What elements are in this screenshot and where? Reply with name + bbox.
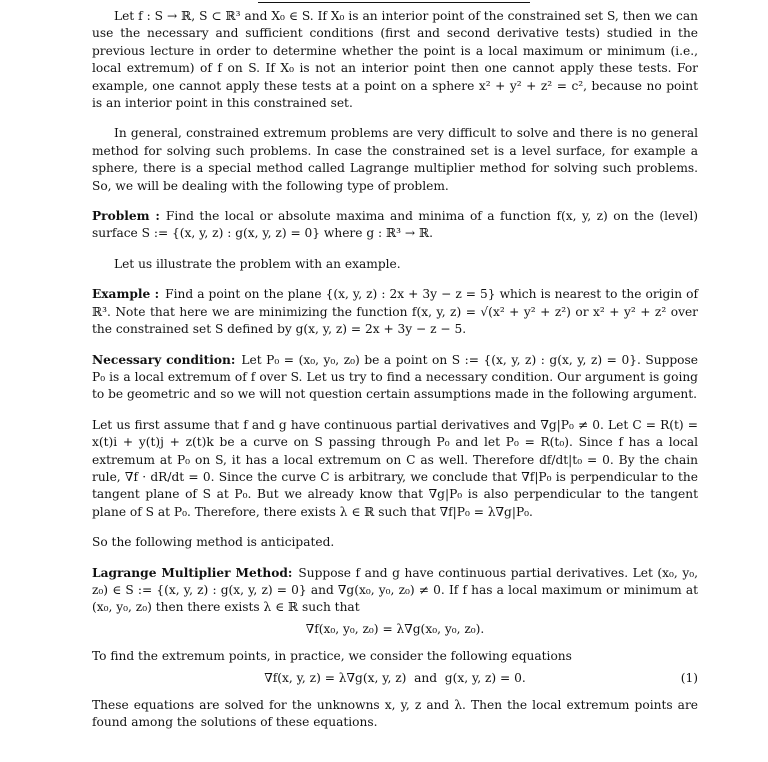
example-heading: Example : <box>92 287 160 302</box>
necessary-heading: Necessary condition: <box>92 352 236 367</box>
equation-number: (1) <box>680 670 698 685</box>
intro-paragraph: Let f : S → ℝ, S ⊂ ℝ³ and X₀ ∈ S. If X₀ is an interior point of the constrained set S, then we can use the necessary and sufficient conditions (first and second derivative tests) studied in the previous lecture in order to determine whether the point is a local maximum or minimum (i.e., local extremum) of f on S. If X₀ is not an interior point then one cannot apply these tests. For example, one cannot apply these tests at a point on a sphere x² + y² + z² = c², because no point is an interior point in this constrained set. <box>92 9 698 111</box>
lagrange-paragraph <box>92 565 698 617</box>
example-paragraph <box>92 286 698 338</box>
lagrange-body: Suppose f and g have continuous partial derivatives. Let (x₀, y₀, z₀) ∈ S := {(x, y, z) : g(x, y, z) = 0} and ∇g(x₀, y₀, z₀) ≠ 0. If f has a local maximum or minimum at (x₀, y₀, z₀) then there exists λ ∈ ℝ such that <box>92 565 698 615</box>
closing-paragraph: These equations are solved for the unknowns x, y, z and λ. Then the local extremum points are found among the solutions of these equations. <box>92 698 698 730</box>
general-paragraph: In general, constrained extremum problems are very difficult to solve and there is no general method for solving such problems. In case the constrained set is a level surface, for example a sphere, there is a special method called Lagrange multiplier method for solving such problems. So, we will be dealing with the following type of problem. <box>92 126 698 193</box>
lagrange-equation: ∇f(x₀, y₀, z₀) = λ∇g(x₀, y₀, z₀). <box>305 621 485 636</box>
problem-body: Find the local or absolute maxima and minima of a function f(x, y, z) on the (level) surface S := {(x, y, z) : g(x, y, z) = 0} where g : ℝ³ → ℝ. <box>92 209 699 241</box>
system-equation <box>92 670 698 687</box>
anticipated-paragraph: So the following method is anticipated. <box>92 535 335 550</box>
problem-paragraph <box>92 208 698 243</box>
lagrange-heading: Lagrange Multiplier Method: <box>92 565 293 580</box>
necessary-paragraph <box>92 352 698 404</box>
necessary-body: Let P₀ = (x₀, y₀, z₀) be a point on S := {(x, y, z) : g(x, y, z) = 0}. Suppose P₀ is a local extremum of f over S. Let us try to find a necessary condition. Our argument is going to be geometric and so we will not question certain assumptions made in the following argument. <box>92 352 698 402</box>
document-body <box>92 8 698 745</box>
system-equation-text: ∇f(x, y, z) = λ∇g(x, y, z) and g(x, y, z) = 0. <box>264 670 526 685</box>
illustrate-paragraph: Let us illustrate the problem with an example. <box>114 256 401 271</box>
problem-heading: Problem : <box>92 209 160 224</box>
to-find-paragraph: To find the extremum points, in practice, we consider the following equations <box>92 649 572 664</box>
assume-paragraph: Let us first assume that f and g have continuous partial derivatives and ∇g|P₀ ≠ 0. Let C = R(t) = x(t)i + y(t)j + z(t)k be a curve on S passing through P₀ and let P₀ = R(t₀). Since f has a local extremum at P₀ on S, it has a local extremum on C as well. Therefore df/dt|t₀ = 0. By the chain rule, ∇f · dR/dt = 0. Since the curve C is arbitrary, we conclude that ∇f|P₀ is perpendicular to the tangent plane of S at P₀. But we already know that ∇g|P₀ is also perpendicular to the tangent plane of S at P₀. Therefore, there exists λ ∈ ℝ such that ∇f|P₀ = λ∇g|P₀. <box>92 417 698 519</box>
top-rule <box>258 2 530 3</box>
example-body: Find a point on the plane {(x, y, z) : 2x + 3y − z = 5} which is nearest to the origin of ℝ³. Note that here we are minimizing the function f(x, y, z) = √(x² + y² + z²) or x² + y² + z² over the constrained set S defined by g(x, y, z) = 2x + 3y − z − 5. <box>92 287 698 337</box>
